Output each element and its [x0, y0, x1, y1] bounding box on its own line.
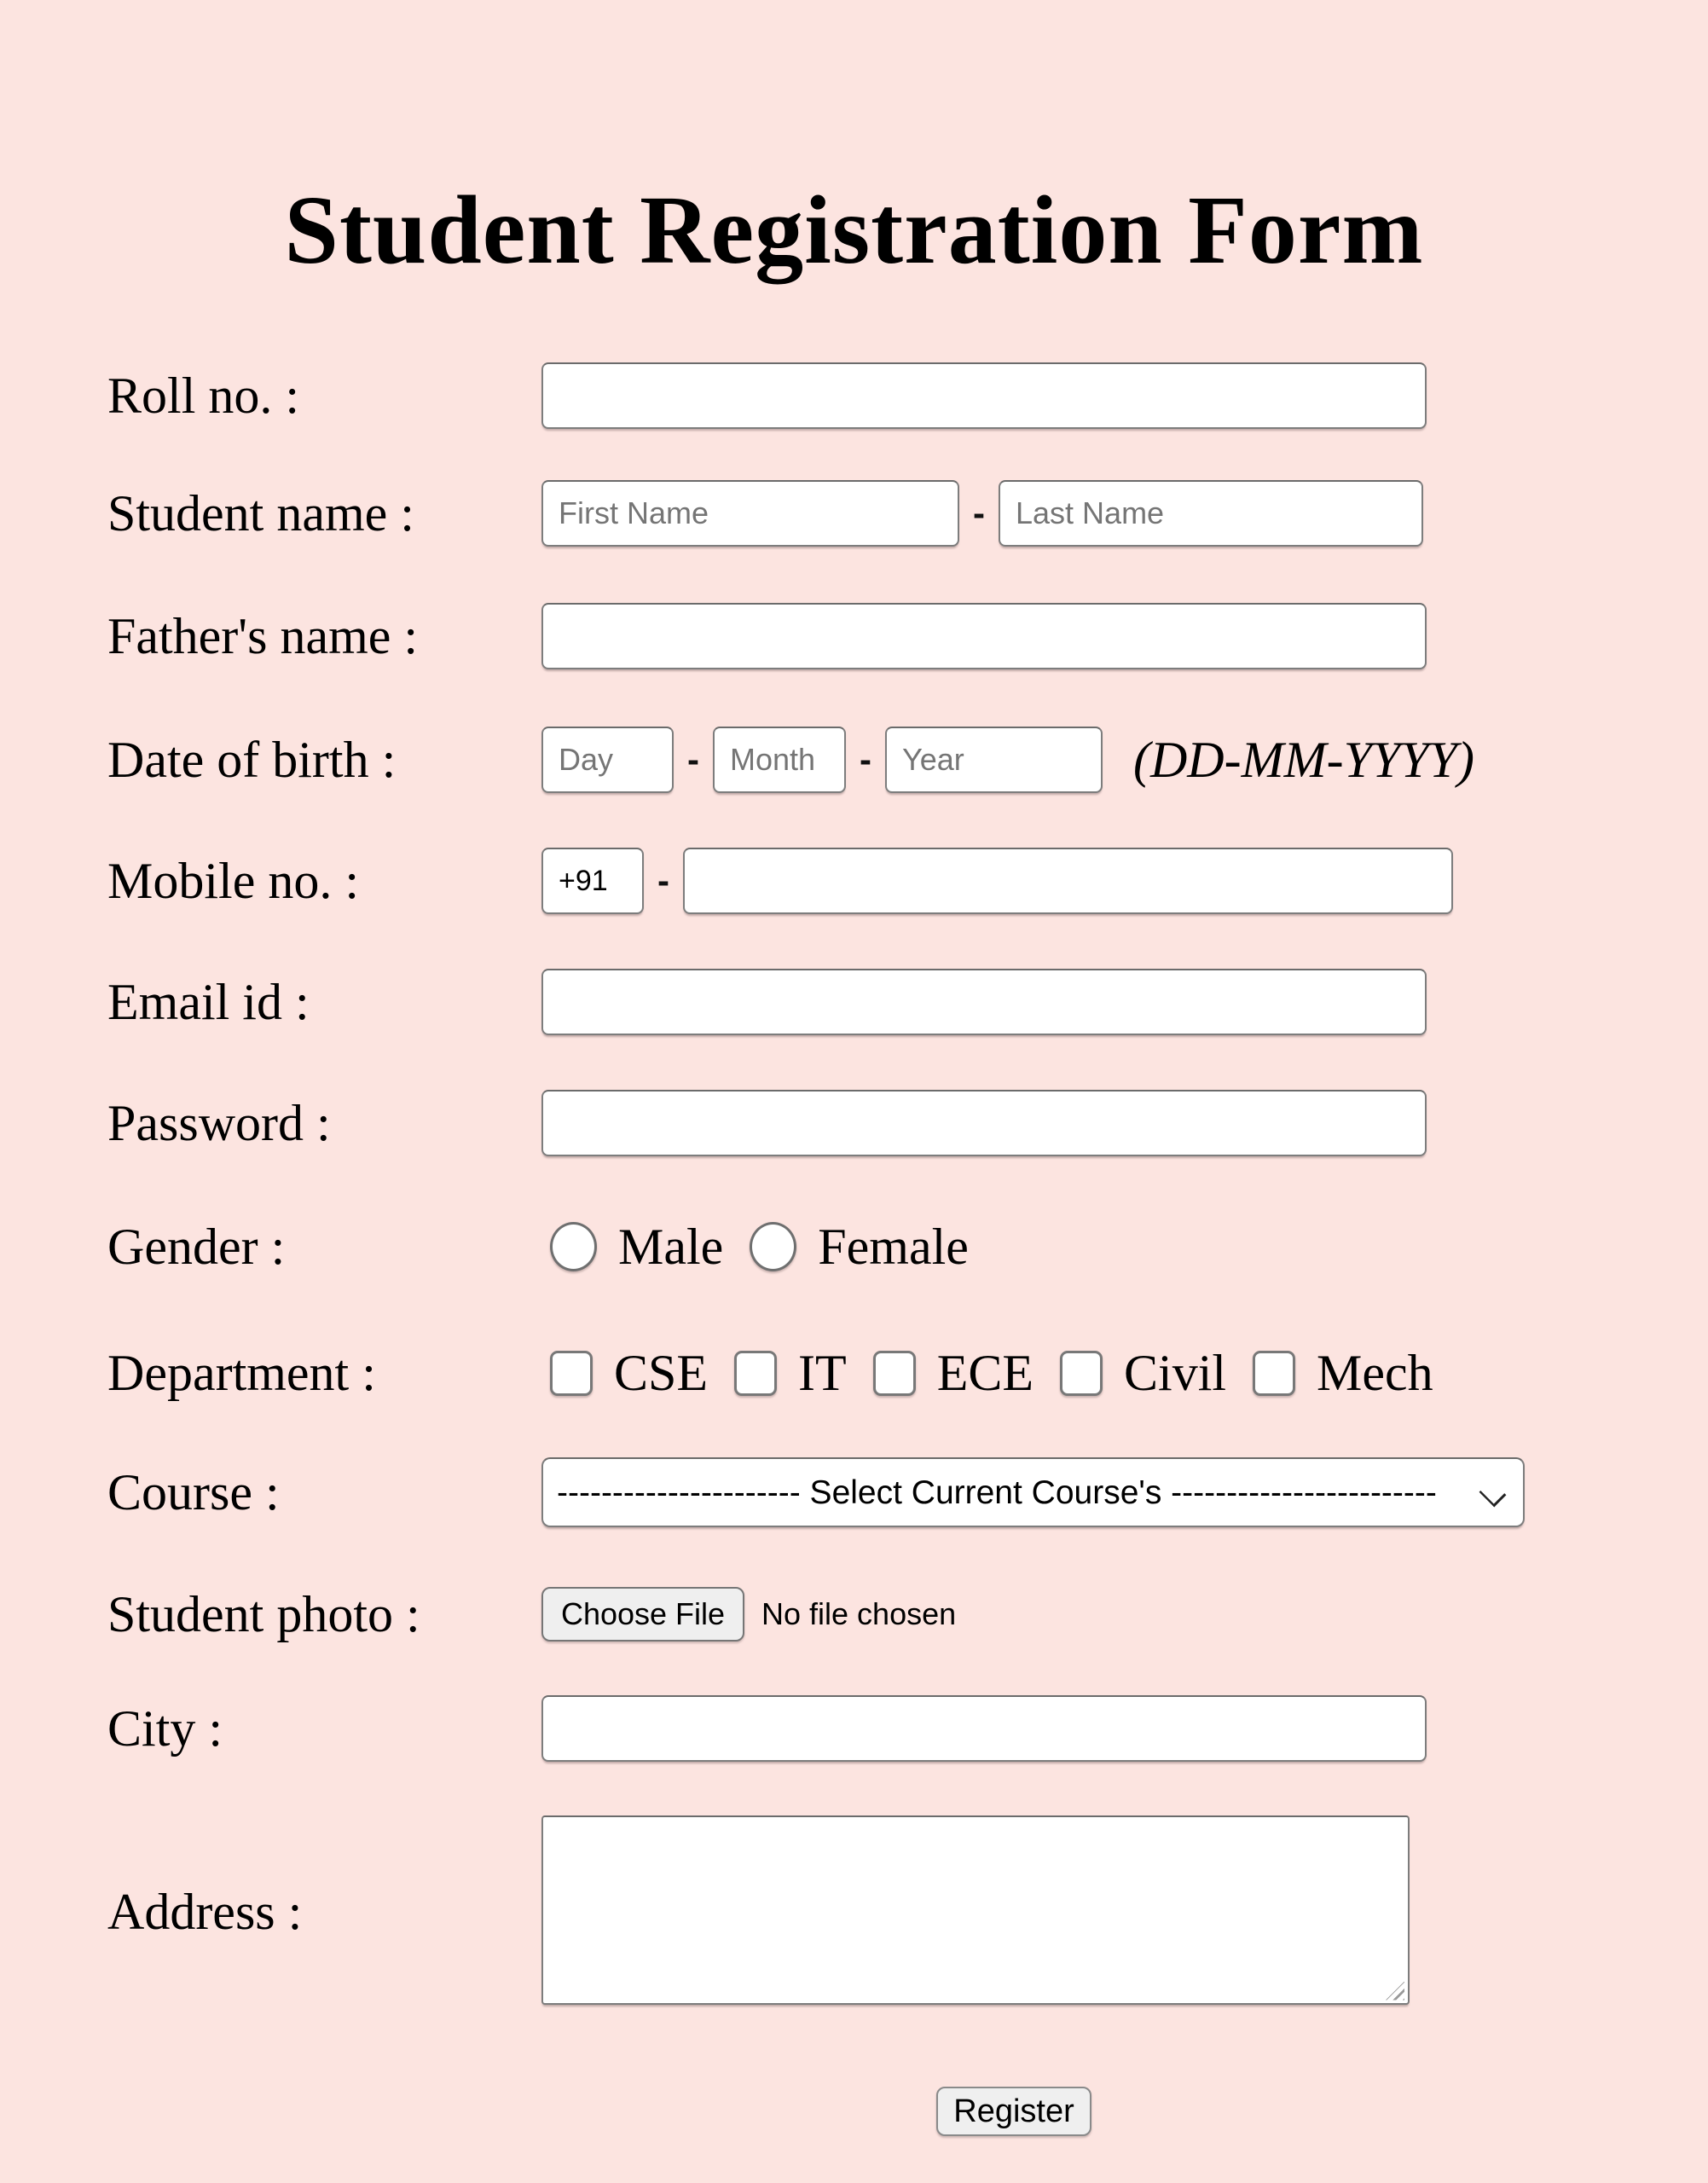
address-row [107, 1816, 1708, 2007]
mobile-code-input[interactable] [541, 848, 644, 914]
email-label: Email id : [107, 974, 310, 1030]
email-row [107, 968, 1708, 1036]
dob-row [107, 726, 1708, 794]
course-select[interactable] [541, 1457, 1525, 1527]
dob-separator-2: - [860, 739, 871, 779]
gender-female-label: Female [818, 1219, 969, 1275]
dob-separator-1: - [687, 739, 699, 779]
address-label: Address : [107, 1884, 303, 1940]
father-name-label: Father's name : [107, 608, 419, 664]
student-photo-label: Student photo : [107, 1586, 420, 1642]
dob-month-input[interactable] [713, 727, 846, 793]
last-name-input[interactable] [999, 480, 1423, 547]
roll-label: Roll no. : [107, 368, 300, 424]
name-separator: - [973, 493, 985, 533]
student-photo-row [107, 1586, 1708, 1642]
course-row [107, 1456, 1708, 1528]
dob-format-hint: (DD-MM-YYYY) [1133, 731, 1475, 788]
student-name-row [107, 479, 1708, 547]
student-name-label: Student name : [107, 485, 414, 541]
page-title: Student Registration Form [284, 176, 1424, 285]
password-label: Password : [107, 1095, 331, 1151]
father-name-row [107, 602, 1708, 670]
dept-it-checkbox[interactable] [734, 1351, 777, 1396]
address-textarea[interactable] [541, 1815, 1410, 2005]
dept-civil-checkbox[interactable] [1060, 1351, 1103, 1396]
mobile-row [107, 847, 1708, 915]
dob-day-input[interactable] [541, 727, 674, 793]
gender-male-label: Male [618, 1219, 724, 1275]
dob-label: Date of birth : [107, 732, 397, 788]
choose-file-button[interactable]: Choose File [541, 1587, 744, 1642]
gender-row [107, 1219, 1708, 1274]
dept-mech-checkbox[interactable] [1253, 1351, 1295, 1396]
roll-row [107, 362, 1708, 430]
department-label: Department : [107, 1345, 376, 1401]
dept-it-label: IT [798, 1345, 847, 1401]
dept-cse-label: CSE [614, 1345, 709, 1401]
dept-cse-checkbox[interactable] [550, 1351, 593, 1396]
mobile-number-input[interactable] [683, 848, 1453, 914]
gender-female-radio[interactable] [750, 1222, 796, 1271]
department-row [107, 1345, 1708, 1401]
first-name-input[interactable] [541, 480, 959, 547]
register-button[interactable]: Register [936, 2087, 1091, 2136]
mobile-label: Mobile no. : [107, 853, 359, 909]
dept-ece-checkbox[interactable] [873, 1351, 916, 1396]
roll-input[interactable] [541, 362, 1427, 429]
mobile-separator: - [657, 860, 669, 900]
father-name-input[interactable] [541, 603, 1427, 669]
dept-civil-label: Civil [1124, 1345, 1227, 1401]
city-row [107, 1694, 1708, 1763]
dept-mech-label: Mech [1317, 1345, 1433, 1401]
file-status-text: No file chosen [761, 1596, 957, 1631]
course-label: Course : [107, 1464, 280, 1520]
email-input[interactable] [541, 969, 1427, 1035]
gender-label: Gender : [107, 1219, 286, 1275]
dept-ece-label: ECE [936, 1345, 1034, 1401]
password-row [107, 1089, 1708, 1157]
gender-male-radio[interactable] [550, 1222, 597, 1271]
dob-year-input[interactable] [885, 727, 1103, 793]
city-label: City : [107, 1700, 223, 1757]
register-row [107, 2087, 1708, 2138]
password-input[interactable] [541, 1090, 1427, 1156]
city-input[interactable] [541, 1695, 1427, 1762]
